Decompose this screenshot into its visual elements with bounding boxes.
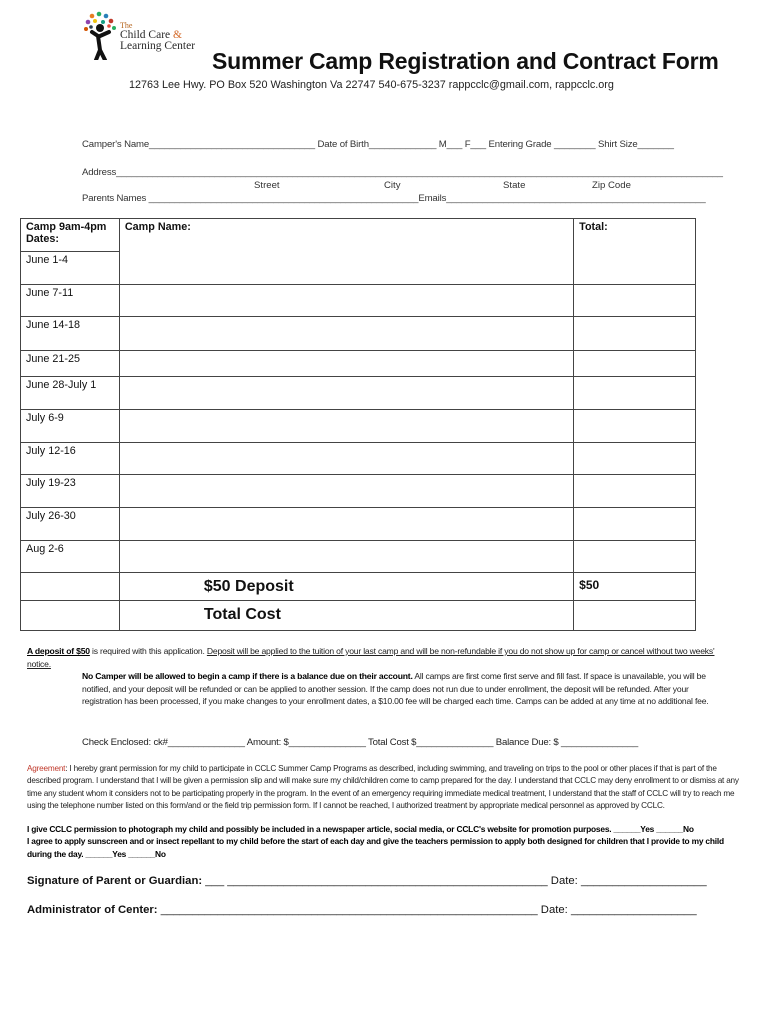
balance-warning: No Camper will be allowed to begin a camp if there is a balance due on their account. bbox=[82, 671, 413, 681]
parents-emails-row[interactable]: Parents Names ____________________________________________________Emails__________________________________________________ bbox=[82, 193, 706, 204]
state-caption: State bbox=[503, 180, 526, 191]
form-title: Summer Camp Registration and Contract Form bbox=[212, 48, 719, 74]
camp-date: June 21-25 bbox=[21, 351, 120, 377]
deposit-amount-text: A deposit of $50 bbox=[27, 646, 90, 656]
photo-permission[interactable]: I give CCLC permission to photograph my child and possibly be included in a newspaper article, social media, or CCLC's website for promotion purposes. ______Yes ______No bbox=[27, 824, 694, 834]
admin-signature-row[interactable] bbox=[27, 904, 697, 916]
camp-date: July 12-16 bbox=[21, 443, 120, 475]
center-logo bbox=[82, 10, 212, 66]
camp-name-input[interactable] bbox=[119, 410, 573, 443]
consent-block bbox=[27, 823, 743, 860]
camp-date: June 7-11 bbox=[21, 285, 120, 317]
check-enclosed-line[interactable]: Check Enclosed: ck#_______________ Amount: $_______________ Total Cost $_______________ Balance Due: $ _______________ bbox=[82, 737, 639, 748]
table-row bbox=[21, 508, 696, 541]
total-cost-row bbox=[21, 601, 696, 631]
admin-signature-line[interactable]: ____________________________________________________________ Date: ____________________ bbox=[157, 904, 697, 916]
address-row[interactable]: Address_____________________________________________________________________________________________________________________ bbox=[82, 167, 723, 178]
header-camp-name-cell: Camp Name: bbox=[119, 219, 573, 285]
agreement-paragraph bbox=[27, 763, 743, 812]
agreement-label: Agreement bbox=[27, 764, 66, 773]
camp-total-input[interactable] bbox=[574, 317, 696, 351]
camp-date: June 28-July 1 bbox=[21, 377, 120, 410]
logo-the: The bbox=[120, 21, 133, 30]
table-header-row bbox=[21, 219, 696, 252]
camp-total-input[interactable] bbox=[574, 443, 696, 475]
table-row bbox=[21, 541, 696, 573]
parent-signature-row[interactable] bbox=[27, 875, 707, 887]
logo-wordmark bbox=[120, 22, 195, 51]
camp-total-input[interactable] bbox=[574, 508, 696, 541]
table-row bbox=[21, 377, 696, 410]
deposit-terms bbox=[27, 645, 717, 670]
camp-name-input[interactable] bbox=[119, 541, 573, 573]
balance-policy-text: All camps are first come first serve and fill fast. If space is unavailable, you will be notified, and your deposit will be refunded or can be applied to another session. If the camp does not run due to under enrollment, the deposit will be refunded. After your registration has been processed, if you make changes to your enrollment dates, a $10.00 fee will be charged each time. Camps can be added at any time at no additional fee. bbox=[82, 671, 709, 707]
camp-name-input[interactable] bbox=[119, 285, 573, 317]
camp-name-input[interactable] bbox=[119, 508, 573, 541]
deposit-row bbox=[21, 573, 696, 601]
header-dates-cell bbox=[21, 219, 120, 252]
table-row bbox=[21, 285, 696, 317]
total-empty-cell bbox=[21, 601, 120, 631]
balance-policy bbox=[82, 670, 716, 708]
camp-name-input[interactable] bbox=[119, 377, 573, 410]
camp-name-input[interactable] bbox=[119, 351, 573, 377]
camp-total-input[interactable] bbox=[574, 351, 696, 377]
table-row bbox=[21, 317, 696, 351]
camp-date: June 14-18 bbox=[21, 317, 120, 351]
sunscreen-permission[interactable]: I agree to apply sunscreen and or insect repellant to my child before the start of each day and give the teachers permission to apply both designed for children that I provide to my child during the day. ______Yes ______No bbox=[27, 836, 724, 859]
camp-name-input[interactable] bbox=[119, 317, 573, 351]
camp-date: Aug 2-6 bbox=[21, 541, 120, 573]
camp-date: July 19-23 bbox=[21, 475, 120, 508]
tree-child-logo-icon bbox=[82, 10, 122, 60]
table-row bbox=[21, 475, 696, 508]
street-caption: Street bbox=[254, 180, 280, 191]
table-row bbox=[21, 443, 696, 475]
logo-line1: Child Care bbox=[120, 29, 171, 41]
camp-date: July 26-30 bbox=[21, 508, 120, 541]
deposit-label: $50 Deposit bbox=[119, 573, 573, 601]
logo-ampersand: & bbox=[173, 29, 182, 41]
camp-name-input[interactable] bbox=[119, 443, 573, 475]
deposit-required-text: is required with this application. bbox=[89, 646, 207, 656]
camp-name-input[interactable] bbox=[119, 475, 573, 508]
parent-signature-line[interactable]: ___ ___________________________________________________ Date: ____________________ bbox=[202, 875, 707, 887]
city-caption: City bbox=[384, 180, 401, 191]
table-row bbox=[21, 410, 696, 443]
deposit-refund-text: Deposit will be applied to the tuition of your last camp and will be non-refundable if you do not show up for camp or cancel without two weeks' notice. bbox=[27, 646, 715, 669]
header-total-cell: Total: bbox=[574, 219, 696, 285]
deposit-empty-cell bbox=[21, 573, 120, 601]
total-cost-input[interactable] bbox=[574, 601, 696, 631]
camp-date: July 6-9 bbox=[21, 410, 120, 443]
camp-total-input[interactable] bbox=[574, 475, 696, 508]
zip-caption: Zip Code bbox=[592, 180, 631, 191]
table-row bbox=[21, 351, 696, 377]
parent-signature-label: Signature of Parent or Guardian: bbox=[27, 875, 203, 887]
camp-total-input[interactable] bbox=[574, 410, 696, 443]
camp-total-input[interactable] bbox=[574, 541, 696, 573]
camper-name-dob-row[interactable]: Camper's Name________________________________ Date of Birth_____________ M___ F___ Entering Grade ________ Shirt Size_______ bbox=[82, 139, 674, 150]
header-dates-line2: Dates: bbox=[26, 233, 60, 245]
admin-signature-label: Administrator of Center: bbox=[27, 904, 158, 916]
logo-line2: Learning Center bbox=[120, 39, 196, 52]
total-cost-label: Total Cost bbox=[119, 601, 573, 631]
header-dates-line1: Camp 9am-4pm bbox=[26, 221, 107, 233]
center-contact-line: 12763 Lee Hwy. PO Box 520 Washington Va 22747 540-675-3237 rappcclc@gmail.com, rappcclc.org bbox=[129, 79, 614, 91]
camp-date: June 1-4 bbox=[21, 252, 120, 285]
camp-schedule-table bbox=[20, 218, 696, 631]
camp-total-input[interactable] bbox=[574, 285, 696, 317]
deposit-value: $50 bbox=[574, 573, 696, 601]
camp-total-input[interactable] bbox=[574, 377, 696, 410]
agreement-text: : I hereby grant permission for my child to participate in CCLC Summer Camp Programs as described, including swimming, and traveling on trips to the pool or other places if that is part of the described program. I understand that I will be given a permission slip and will make sure my child/children come to camp prepared for the day. I understand that CCLC may deny enrollment to or dismiss at any time any student whom it considers not to be participating properly in the program. In the event of an emergency requiring immediate medical treatment, I understand that the staff of CCLC will try to reach me using the telephone number listed on this form/and or the field trip permission form. If I cannot be reached, I authorized treatment by appropriate medical personnel as approved by CCLC. bbox=[27, 764, 739, 810]
